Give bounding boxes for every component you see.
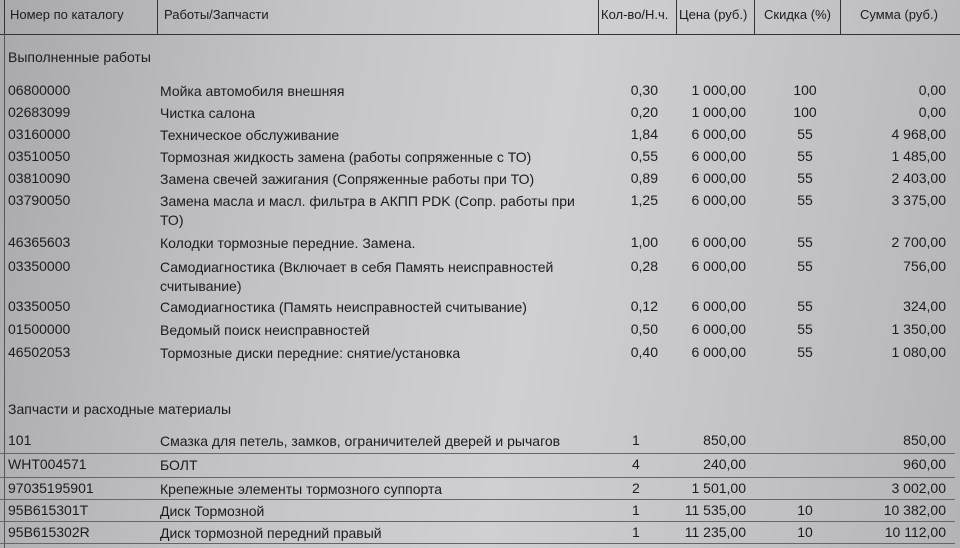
row-qty: 1 [632, 524, 640, 540]
row-price: 850,00 [703, 432, 746, 448]
row-sum: 324,00 [903, 298, 946, 314]
table-left-border [4, 34, 5, 548]
row-name: Колодки тормозные передние. Замена. [160, 235, 416, 251]
row-discount: 55 [797, 258, 813, 274]
row-price: 240,00 [703, 456, 746, 472]
row-discount: 100 [793, 82, 817, 98]
row-price: 1 000,00 [691, 82, 746, 98]
row-code: 06800000 [8, 82, 71, 98]
row-sum: 756,00 [903, 258, 946, 274]
row-discount: 55 [797, 298, 813, 314]
row-name: Диск Тормозной [160, 503, 265, 519]
header-qty: Кол-во/Н.ч. [601, 7, 669, 22]
row-discount: 55 [797, 126, 813, 142]
header-divider [157, 0, 158, 34]
row-discount: 10 [797, 524, 813, 540]
row-code: 02683099 [8, 104, 71, 120]
row-discount: 55 [797, 344, 813, 360]
row-price: 6 000,00 [691, 170, 746, 186]
row-qty: 2 [632, 480, 640, 496]
row-name: Смазка для петель, замков, ограничителей дверей и рычагов [160, 433, 561, 449]
row-name: Чистка салона [160, 105, 256, 121]
header-divider [840, 0, 841, 34]
row-sum: 4 968,00 [891, 126, 946, 142]
row-code: 03810090 [8, 170, 71, 186]
row-name: Мойка автомобиля внешняя [160, 83, 345, 99]
row-discount: 55 [797, 234, 813, 250]
row-separator [0, 521, 955, 522]
row-price: 6 000,00 [691, 148, 746, 164]
row-price: 6 000,00 [691, 344, 746, 360]
row-code: WHT004571 [8, 456, 87, 472]
row-qty: 1 [632, 432, 640, 448]
row-code: 01500000 [8, 321, 71, 337]
header-divider [4, 0, 5, 34]
row-qty: 0,40 [630, 344, 658, 360]
row-sum: 3 375,00 [891, 192, 946, 208]
row-name: Тормозная жидкость замена (работы сопряженные с ТО) [160, 149, 532, 165]
section-title-parts: Запчасти и расходные материалы [8, 401, 232, 417]
row-sum: 1 080,00 [891, 344, 946, 360]
row-qty: 0,12 [630, 298, 658, 314]
row-code: 95B615302R [8, 524, 90, 540]
row-code: 46502053 [8, 344, 71, 360]
row-discount: 55 [797, 192, 813, 208]
row-sum: 10 112,00 [884, 524, 946, 540]
row-discount: 55 [797, 321, 813, 337]
row-qty: 1,84 [630, 126, 658, 142]
row-sum: 0,00 [918, 82, 946, 98]
row-code: 03510050 [8, 148, 71, 164]
header-divider [598, 0, 599, 34]
row-sum: 960,00 [903, 456, 946, 472]
row-discount: 100 [793, 104, 817, 120]
row-code: 03350050 [8, 298, 71, 314]
row-price: 1 000,00 [691, 104, 746, 120]
row-sum: 850,00 [903, 432, 946, 448]
row-code: 95B615301T [8, 502, 89, 518]
header-discount: Скидка (%) [764, 7, 831, 22]
header-divider [754, 0, 755, 34]
row-discount: 10 [797, 502, 813, 518]
header-sum: Сумма (руб.) [860, 7, 938, 22]
row-code: 03350000 [8, 258, 71, 274]
row-sum: 10 382,00 [883, 502, 946, 518]
row-name: Замена свечей зажигания (Сопряженные работы при ТО) [160, 171, 535, 187]
row-price: 11 535,00 [684, 502, 746, 518]
row-price: 11 235,00 [684, 524, 746, 540]
row-qty: 0,20 [630, 104, 658, 120]
row-name: Ведомый поиск неисправностей [160, 322, 370, 338]
row-price: 6 000,00 [691, 234, 746, 250]
row-sum: 1 350,00 [891, 321, 946, 337]
row-code: 101 [8, 432, 32, 448]
row-name: Замена масла и масл. фильтра в АКПП PDK (Сопр. работы при ТО) [160, 193, 575, 228]
row-qty: 0,50 [630, 321, 658, 337]
row-code: 03790050 [8, 192, 71, 208]
row-qty: 0,55 [630, 148, 658, 164]
row-name: Техническое обслуживание [160, 127, 340, 143]
row-qty: 0,30 [630, 82, 658, 98]
row-name: Крепежные элементы тормозного суппорта [160, 481, 443, 497]
row-separator [0, 543, 955, 544]
row-separator [0, 453, 955, 454]
row-name: Тормозные диски передние: снятие/установка [160, 345, 461, 361]
row-discount: 55 [797, 170, 813, 186]
row-name: БОЛТ [160, 457, 198, 473]
header-name: Работы/Запчасти [164, 7, 269, 22]
row-name: Самодиагностика (Включает в себя Память неисправностей считывание) [160, 259, 554, 294]
row-price: 1 501,00 [691, 480, 746, 496]
row-sum: 2 403,00 [891, 170, 946, 186]
row-qty: 0,28 [630, 258, 658, 274]
header-divider [676, 0, 677, 34]
row-price: 6 000,00 [691, 298, 746, 314]
row-sum: 1 485,00 [891, 148, 946, 164]
header-code: Номер по каталогу [10, 7, 124, 22]
row-price: 6 000,00 [691, 192, 746, 208]
row-price: 6 000,00 [691, 126, 746, 142]
row-sum: 3 002,00 [891, 480, 946, 496]
header-price: Цена (руб.) [679, 7, 748, 22]
row-qty: 4 [632, 456, 640, 472]
row-separator [0, 477, 955, 478]
section-title-works: Выполненные работы [8, 49, 151, 65]
row-price: 6 000,00 [691, 321, 746, 337]
row-code: 03160000 [8, 126, 71, 142]
row-sum: 0,00 [918, 104, 946, 120]
header-bottom-rule [0, 34, 960, 35]
row-qty: 1,00 [630, 234, 658, 250]
row-qty: 1,25 [630, 192, 658, 208]
row-sum: 2 700,00 [891, 234, 946, 250]
row-separator [0, 499, 955, 500]
row-name: Диск тормозной передний правый [160, 525, 382, 541]
row-discount: 55 [797, 148, 813, 164]
row-name: Самодиагностика (Память неисправностей считывание) [160, 299, 527, 315]
row-qty: 0,89 [630, 170, 658, 186]
row-code: 46365603 [8, 234, 71, 250]
row-code: 97035195901 [8, 480, 94, 496]
row-qty: 1 [632, 502, 640, 518]
row-price: 6 000,00 [691, 258, 746, 274]
